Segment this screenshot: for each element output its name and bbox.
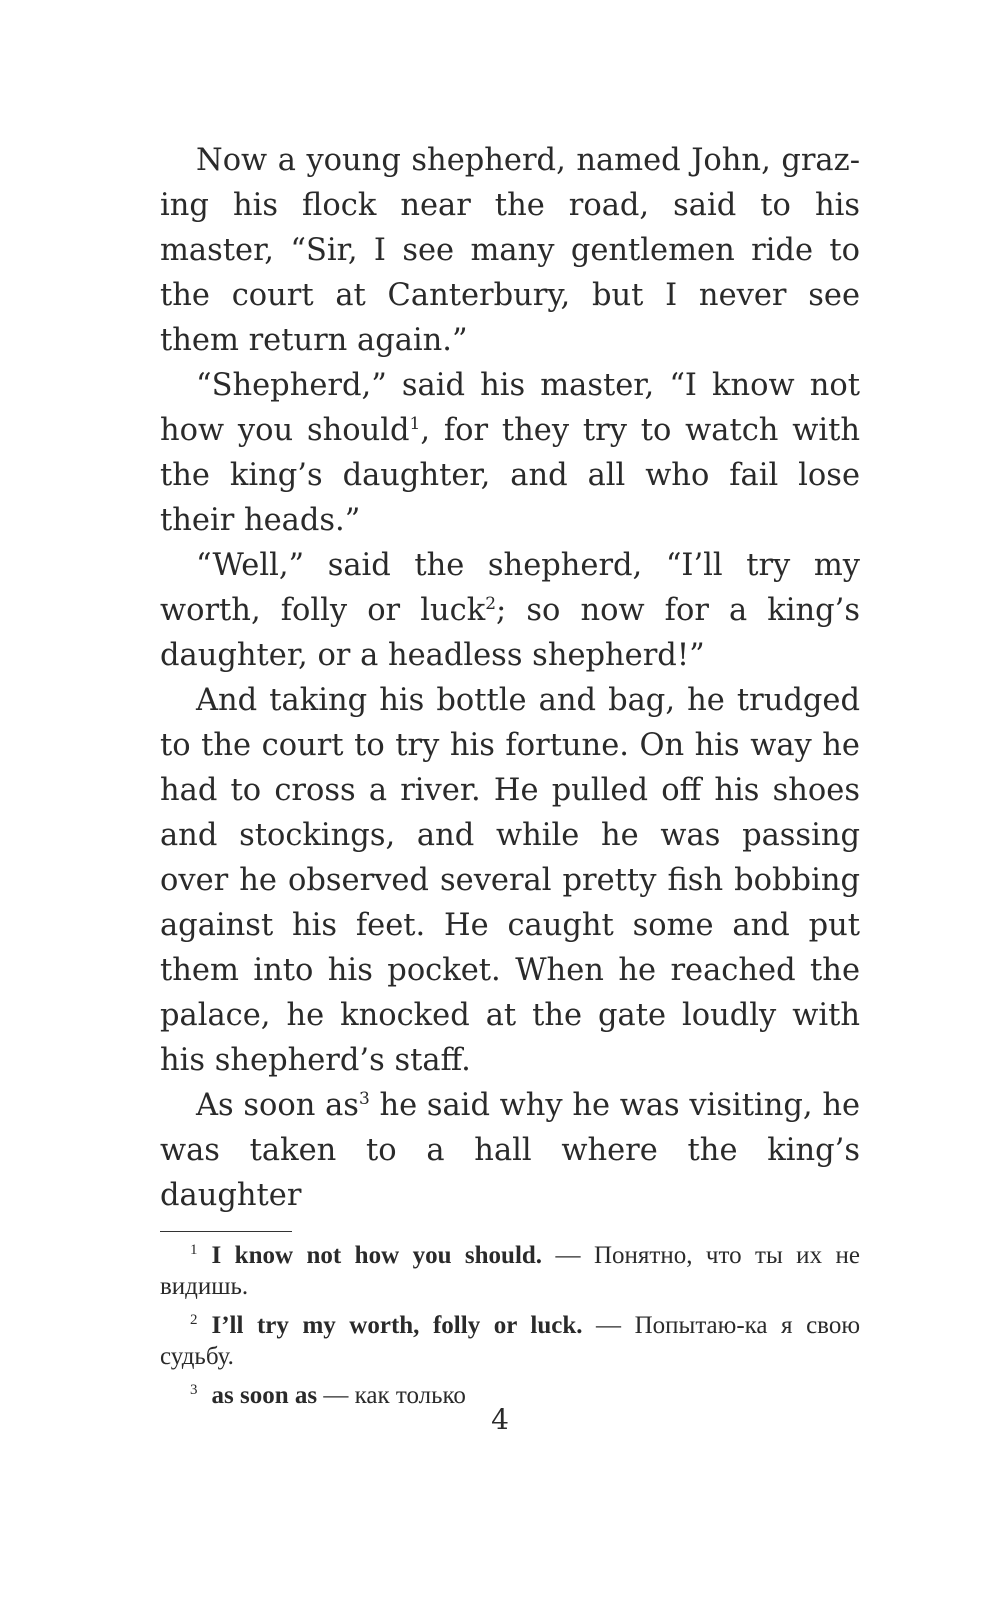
footnote-term: I’ll try my worth, folly or luck. (211, 1312, 583, 1339)
footnote-number: 1 (190, 1241, 198, 1258)
page-content (160, 138, 860, 1419)
footnote-2 (160, 1310, 860, 1372)
paragraph (160, 678, 860, 1083)
paragraph-text: “Shepherd,” said his master, “I know not how you should (160, 368, 860, 448)
paragraph (160, 363, 860, 543)
footnote-divider (160, 1231, 292, 1232)
footnote-1 (160, 1240, 860, 1302)
paragraph-text: And taking his bottle and bag, he trudged to the court to try his fortune. On his way he had to cross a river. He pulled off his shoes and stockings, and while he was passing over he observed several pretty fish bobbing against his feet. He caught some and put them into his pocket. When he reached the palace, he knocked at the gate loudly with his shepherd’s staff. (160, 683, 860, 1078)
paragraph-text: “Well,” said the shepherd, “I’ll try my worth, folly or luck (160, 548, 860, 628)
footnote-reference[interactable]: 3 (358, 1088, 370, 1109)
page-number: 4 (491, 1403, 509, 1436)
footnote-gloss: — Понятно, что ты их не видишь. (160, 1242, 860, 1300)
footnotes (160, 1240, 860, 1411)
paragraph-text: , for they try to watch with the king’s daughter, and all who fail lose their heads.” (160, 413, 860, 538)
footnote-number: 2 (190, 1311, 198, 1328)
footnote-reference[interactable]: 1 (409, 413, 421, 434)
paragraph-text: ; so now for a king’s daughter, or a headless shepherd!” (160, 593, 860, 673)
footnote-term: as soon as (211, 1382, 318, 1409)
paragraph-text: As soon as (196, 1088, 359, 1123)
footnote-gloss: — Попытаю-ка я свою судьбу. (160, 1312, 860, 1370)
footnote-gloss: — как только (317, 1382, 466, 1409)
paragraph-text: Now a young shepherd, named John, grazing his flock near the road, said to his master, “Sir, I see many gentlemen ride to the court at Canterbury, but I never see them return again.” (160, 143, 860, 358)
footnote-reference[interactable]: 2 (485, 593, 497, 614)
body-text (160, 138, 860, 1218)
paragraph (160, 543, 860, 678)
paragraph (160, 1083, 860, 1218)
paragraph-text: he said why he was visiting, he was taken to a hall where the king’s daughter (160, 1088, 861, 1213)
footnote-number: 3 (190, 1381, 198, 1398)
footnote-term: I know not how you should. (211, 1242, 543, 1269)
paragraph (160, 138, 860, 363)
